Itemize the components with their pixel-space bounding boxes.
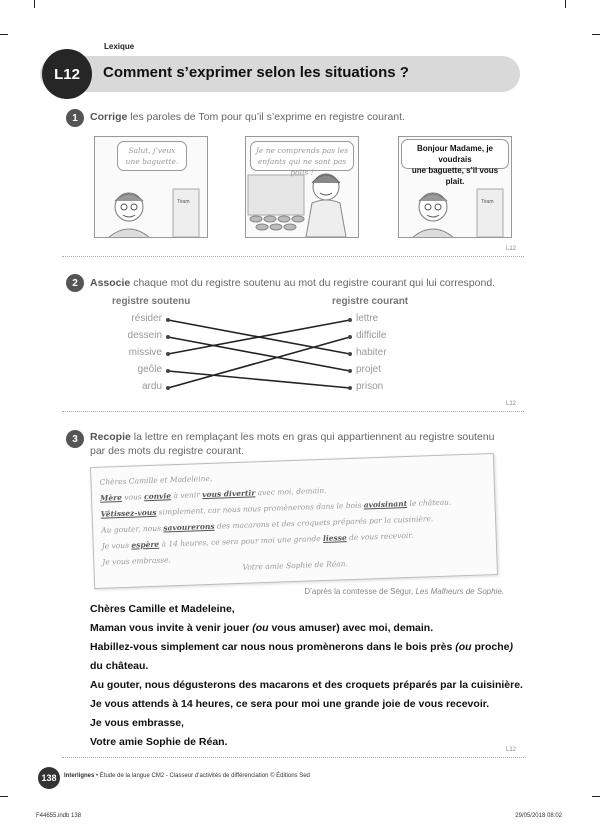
bold-word: vous divertir (202, 488, 256, 500)
ref-code: L12 (506, 401, 517, 407)
bubble-line: enfants qui ne sont pas polis ! (257, 157, 347, 177)
letter-card (90, 453, 498, 589)
exercise3-instruction-line2: par des mots du registre courant. (90, 445, 245, 457)
exercise-number: 1 (66, 109, 84, 127)
shop-sign: Tiram (481, 199, 494, 205)
source-prefix: D’après la comtesse de Ségur, (304, 587, 416, 596)
answer-text: ) (509, 641, 514, 653)
crop-mark (592, 796, 600, 797)
letter-text: Au gouter, nous (101, 523, 164, 535)
letter-text: de vous recevoir. (346, 530, 414, 543)
answer-line: du château. (90, 660, 149, 672)
lesson-badge: L12 (42, 49, 92, 99)
match-dot (166, 369, 170, 373)
section-label: Lexique (104, 42, 135, 51)
answer-text: vous amuser) avec moi, demain. (268, 622, 434, 634)
print-timestamp: 29/05/2018 08:02 (515, 813, 562, 819)
answer-line: Chères Camille et Madeleine, (90, 603, 235, 615)
right-word: lettre (356, 313, 379, 324)
file-slug: F44655.indb 138 (36, 813, 82, 819)
instruction-text: chaque mot du registre soutenu au mot du registre courant qui lui correspond. (133, 277, 496, 289)
match-dot (166, 352, 170, 356)
source-credit (304, 587, 504, 596)
page-number: 138 (38, 767, 60, 789)
bubble-line: une baguette. (125, 157, 179, 166)
answer-line: Je vous embrasse, (90, 717, 184, 729)
left-word: missive (128, 347, 162, 358)
footer-credit (64, 773, 310, 779)
exercise-number: 3 (66, 430, 84, 448)
answer-text: Maman vous invite à venir jouer (90, 622, 253, 634)
answer-line: Votre amie Sophie de Réan. (90, 736, 228, 748)
instruction-text: la lettre en remplaçant les mots en gras qui appartiennent au registre soutenu (133, 431, 495, 443)
match-dot (348, 369, 352, 373)
right-word: projet (356, 364, 382, 375)
footer-brand: Interlignes (64, 773, 95, 779)
bold-word: avoisinant (363, 499, 408, 510)
bubble-line: Bonjour Madame, je voudrais (416, 144, 493, 164)
match-dot (348, 335, 352, 339)
answer-line: Je vous attends à 14 heures, ce sera pour moi une grande joie de vous recevoir. (90, 698, 490, 710)
match-dot (166, 318, 170, 322)
letter-text: vous (121, 492, 145, 502)
bold-word: convie (143, 491, 172, 502)
letter-text: simplement, car nous nous promènerons dans le bois (156, 500, 364, 517)
match-line (168, 337, 350, 371)
match-dot (348, 352, 352, 356)
letter-text: à venir (170, 490, 203, 501)
bold-word: espère (131, 539, 160, 550)
left-word: dessein (127, 330, 162, 341)
answer-text: proche (471, 641, 510, 653)
instruction-text: les paroles de Tom pour qu’il s’exprime en registre courant. (130, 111, 405, 123)
answer-line (90, 641, 513, 653)
page-title: Comment s’exprimer selon les situations ? (103, 64, 409, 81)
letter-text: le château. (406, 497, 452, 509)
instruction-verb: Corrige (90, 111, 128, 123)
letter-line (102, 531, 414, 551)
source-suffix: . (501, 587, 504, 596)
letter-closing: Je vous embrasse. (102, 555, 172, 567)
answer-text: (ou (455, 641, 472, 653)
answer-line: Au gouter, nous dégusterons des macarons et des croquets préparés par la cuisinière. (90, 679, 523, 691)
left-word: geôle (137, 364, 162, 375)
instruction-verb: Recopie (90, 431, 131, 443)
letter-line (100, 486, 327, 503)
letter-text: avec moi, demain. (255, 485, 327, 498)
divider (62, 757, 524, 758)
ref-code: L12 (506, 246, 517, 252)
answer-text: Habillez-vous simplement car nous nous promènerons dans le bois près (90, 641, 456, 653)
right-word: prison (356, 381, 384, 392)
bubble-line: Salut, j’veux (128, 146, 176, 155)
match-line (168, 371, 350, 388)
bubble-line: Je ne comprends pas les (255, 146, 349, 155)
letter-text: des macarons et des croquets préparés par la cuisinière. (214, 514, 434, 531)
answer-line (90, 622, 433, 634)
bold-word: savourerons (163, 521, 215, 533)
match-dot (166, 335, 170, 339)
letter-text: à 14 heures, ce sera pour moi une grande (158, 534, 324, 549)
left-word: ardu (141, 381, 162, 392)
crop-mark (0, 796, 8, 797)
left-word: résider (131, 313, 162, 324)
instruction-verb: Associe (90, 277, 131, 289)
letter-text: Je vous (101, 540, 132, 551)
bubble-line: une baguette, s’il vous plait. (411, 166, 499, 186)
bold-word: Vêtissez-vous (100, 507, 157, 519)
match-dot (348, 318, 352, 322)
right-word: habiter (356, 347, 387, 358)
exercise3-instruction (90, 431, 495, 443)
footer-text: • Étude de la langue CM2 - Classeur d’activités de différenciation © Éditions Sed (94, 773, 310, 779)
bold-word: liesse (322, 533, 347, 543)
matching-lines (0, 0, 600, 400)
letter-salutation: Chères Camille et Madeleine, (99, 473, 213, 487)
match-dot (348, 386, 352, 390)
right-column-header: registre courant (332, 296, 409, 307)
left-column-header: registre soutenu (112, 296, 191, 307)
exercise-number: 2 (66, 274, 84, 292)
ref-code: L12 (506, 747, 517, 753)
divider (62, 411, 524, 412)
source-title: Les Malheurs de Sophie (415, 587, 502, 596)
match-line (168, 337, 350, 388)
shop-sign: Tiram (177, 199, 190, 205)
right-word: difficile (356, 330, 387, 341)
match-dot (166, 386, 170, 390)
letter-signature: Votre amie Sophie de Réan. (242, 559, 349, 572)
answer-text: (ou (252, 622, 269, 634)
bold-word: Mère (99, 492, 123, 503)
